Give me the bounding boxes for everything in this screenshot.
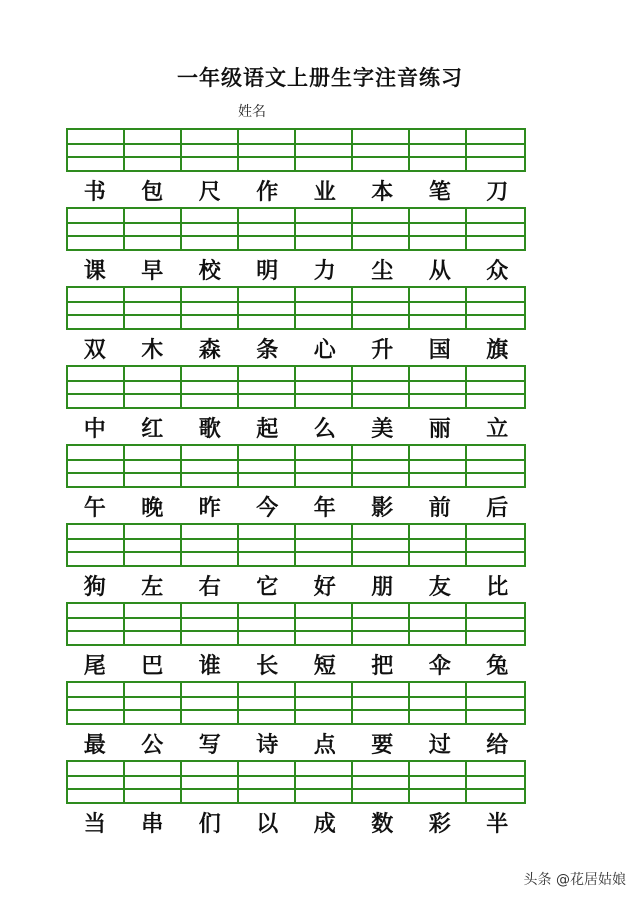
character-row [66,731,526,759]
hanzi-character: 中 [83,416,106,442]
pinyin-writing-cell[interactable] [467,762,524,802]
hanzi-character: 诗 [256,732,279,758]
hanzi-character: 谁 [198,653,221,679]
pinyin-writing-cell[interactable] [467,367,524,407]
pinyin-writing-cell[interactable] [296,209,353,249]
hanzi-character: 红 [141,416,164,442]
pinyin-writing-cell[interactable] [467,525,524,565]
pinyin-writing-cell[interactable] [68,525,125,565]
character-row [66,336,526,364]
pinyin-writing-cell[interactable] [296,130,353,170]
hanzi-character: 双 [83,337,106,363]
hanzi-character: 以 [256,811,279,837]
hanzi-character: 右 [198,574,221,600]
pinyin-writing-cell[interactable] [239,525,296,565]
pinyin-writing-cell[interactable] [239,130,296,170]
hanzi-character: 长 [256,653,279,679]
pinyin-writing-cell[interactable] [353,762,410,802]
hanzi-character: 国 [428,337,451,363]
hanzi-character: 丽 [428,416,451,442]
hanzi-character: 串 [141,811,164,837]
hanzi-character: 条 [256,337,279,363]
hanzi-character: 过 [428,732,451,758]
pinyin-writing-cell[interactable] [68,446,125,486]
character-row [66,178,526,206]
pinyin-writing-cell[interactable] [410,130,467,170]
pinyin-grid-row [66,760,526,804]
hanzi-character: 左 [141,574,164,600]
pinyin-writing-cell[interactable] [239,604,296,644]
pinyin-writing-cell[interactable] [239,762,296,802]
pinyin-writing-cell[interactable] [296,367,353,407]
character-row [66,494,526,522]
pinyin-writing-cell[interactable] [296,525,353,565]
hanzi-character: 狗 [83,574,106,600]
pinyin-grid-row [66,444,526,488]
pinyin-writing-cell[interactable] [68,209,125,249]
hanzi-character: 木 [141,337,164,363]
pinyin-writing-cell[interactable] [467,446,524,486]
hanzi-character: 立 [486,416,509,442]
pinyin-grid-row [66,681,526,725]
hanzi-character: 半 [486,811,509,837]
pinyin-writing-cell[interactable] [353,446,410,486]
pinyin-writing-cell[interactable] [410,604,467,644]
hanzi-character: 伞 [428,653,451,679]
character-row [66,810,526,838]
pinyin-writing-cell[interactable] [182,604,239,644]
pinyin-writing-cell[interactable] [125,762,182,802]
hanzi-character: 成 [313,811,336,837]
hanzi-character: 后 [486,495,509,521]
hanzi-character: 给 [486,732,509,758]
character-row [66,415,526,443]
pinyin-writing-cell[interactable] [467,288,524,328]
pinyin-writing-cell[interactable] [125,525,182,565]
hanzi-character: 包 [141,179,164,205]
pinyin-writing-cell[interactable] [353,367,410,407]
hanzi-character: 众 [486,258,509,284]
pinyin-writing-cell[interactable] [296,683,353,723]
pinyin-writing-cell[interactable] [296,604,353,644]
hanzi-character: 校 [198,258,221,284]
pinyin-writing-cell[interactable] [410,762,467,802]
hanzi-character: 短 [313,653,336,679]
hanzi-character: 心 [313,337,336,363]
pinyin-writing-cell[interactable] [182,525,239,565]
pinyin-writing-cell[interactable] [467,209,524,249]
pinyin-writing-cell[interactable] [239,209,296,249]
pinyin-writing-cell[interactable] [467,683,524,723]
pinyin-writing-cell[interactable] [353,683,410,723]
character-row [66,573,526,601]
pinyin-writing-cell[interactable] [467,130,524,170]
pinyin-writing-cell[interactable] [68,683,125,723]
pinyin-writing-cell[interactable] [410,288,467,328]
hanzi-character: 早 [141,258,164,284]
watermark: 头条 @花居姑娘 [523,872,626,888]
pinyin-grid-row [66,128,526,172]
hanzi-character: 业 [313,179,336,205]
pinyin-writing-cell[interactable] [125,604,182,644]
hanzi-character: 要 [371,732,394,758]
hanzi-character: 尺 [198,179,221,205]
character-row [66,652,526,680]
pinyin-writing-cell[interactable] [182,683,239,723]
pinyin-writing-cell[interactable] [410,209,467,249]
hanzi-character: 数 [371,811,394,837]
hanzi-character: 本 [371,179,394,205]
pinyin-writing-cell[interactable] [353,604,410,644]
hanzi-character: 当 [83,811,106,837]
pinyin-writing-cell[interactable] [182,762,239,802]
hanzi-character: 起 [256,416,279,442]
pinyin-writing-cell[interactable] [239,446,296,486]
pinyin-writing-cell[interactable] [182,446,239,486]
pinyin-writing-cell[interactable] [353,525,410,565]
pinyin-writing-cell[interactable] [239,367,296,407]
pinyin-writing-cell[interactable] [182,288,239,328]
pinyin-writing-cell[interactable] [410,683,467,723]
pinyin-writing-cell[interactable] [68,367,125,407]
hanzi-character: 彩 [428,811,451,837]
hanzi-character: 影 [371,495,394,521]
pinyin-writing-cell[interactable] [353,209,410,249]
hanzi-character: 把 [371,653,394,679]
hanzi-character: 明 [256,258,279,284]
hanzi-character: 年 [313,495,336,521]
pinyin-writing-cell[interactable] [239,683,296,723]
pinyin-writing-cell[interactable] [410,367,467,407]
hanzi-character: 们 [198,811,221,837]
pinyin-writing-cell[interactable] [353,130,410,170]
hanzi-character: 书 [83,179,106,205]
page-title: 一年级语文上册生字注音练习 [177,65,463,90]
pinyin-grid-row [66,523,526,567]
hanzi-character: 最 [83,732,106,758]
pinyin-writing-cell[interactable] [182,130,239,170]
hanzi-character: 力 [313,258,336,284]
hanzi-character: 歌 [198,416,221,442]
character-row [66,257,526,285]
hanzi-character: 兔 [486,653,509,679]
hanzi-character: 森 [198,337,221,363]
pinyin-writing-cell[interactable] [182,209,239,249]
pinyin-writing-cell[interactable] [125,367,182,407]
hanzi-character: 作 [256,179,279,205]
pinyin-writing-cell[interactable] [296,446,353,486]
pinyin-grid-row [66,207,526,251]
pinyin-writing-cell[interactable] [125,288,182,328]
pinyin-writing-cell[interactable] [68,762,125,802]
pinyin-writing-cell[interactable] [239,288,296,328]
hanzi-character: 笔 [428,179,451,205]
hanzi-character: 旗 [486,337,509,363]
hanzi-character: 比 [486,574,509,600]
pinyin-writing-cell[interactable] [296,762,353,802]
pinyin-writing-cell[interactable] [467,604,524,644]
hanzi-character: 今 [256,495,279,521]
hanzi-character: 好 [313,574,336,600]
pinyin-grid-row [66,365,526,409]
hanzi-character: 点 [313,732,336,758]
hanzi-character: 尾 [83,653,106,679]
hanzi-character: 晚 [141,495,164,521]
hanzi-character: 前 [428,495,451,521]
pinyin-writing-cell[interactable] [182,367,239,407]
pinyin-grid-row [66,286,526,330]
pinyin-writing-cell[interactable] [125,446,182,486]
pinyin-writing-cell[interactable] [68,604,125,644]
hanzi-character: 巴 [141,653,164,679]
hanzi-character: 么 [313,416,336,442]
pinyin-writing-cell[interactable] [68,130,125,170]
pinyin-writing-cell[interactable] [353,288,410,328]
hanzi-character: 尘 [371,258,394,284]
hanzi-character: 美 [371,416,394,442]
pinyin-writing-cell[interactable] [125,209,182,249]
hanzi-character: 昨 [198,495,221,521]
hanzi-character: 课 [83,258,106,284]
hanzi-character: 公 [141,732,164,758]
hanzi-character: 它 [256,574,279,600]
pinyin-writing-cell[interactable] [125,130,182,170]
pinyin-writing-cell[interactable] [125,683,182,723]
pinyin-writing-cell[interactable] [410,446,467,486]
hanzi-character: 写 [198,732,221,758]
name-label: 姓名 [238,104,266,120]
hanzi-character: 友 [428,574,451,600]
hanzi-character: 升 [371,337,394,363]
pinyin-writing-cell[interactable] [296,288,353,328]
hanzi-character: 刀 [486,179,509,205]
pinyin-writing-cell[interactable] [68,288,125,328]
hanzi-character: 从 [428,258,451,284]
pinyin-writing-cell[interactable] [410,525,467,565]
hanzi-character: 朋 [371,574,394,600]
pinyin-grid-row [66,602,526,646]
hanzi-character: 午 [83,495,106,521]
